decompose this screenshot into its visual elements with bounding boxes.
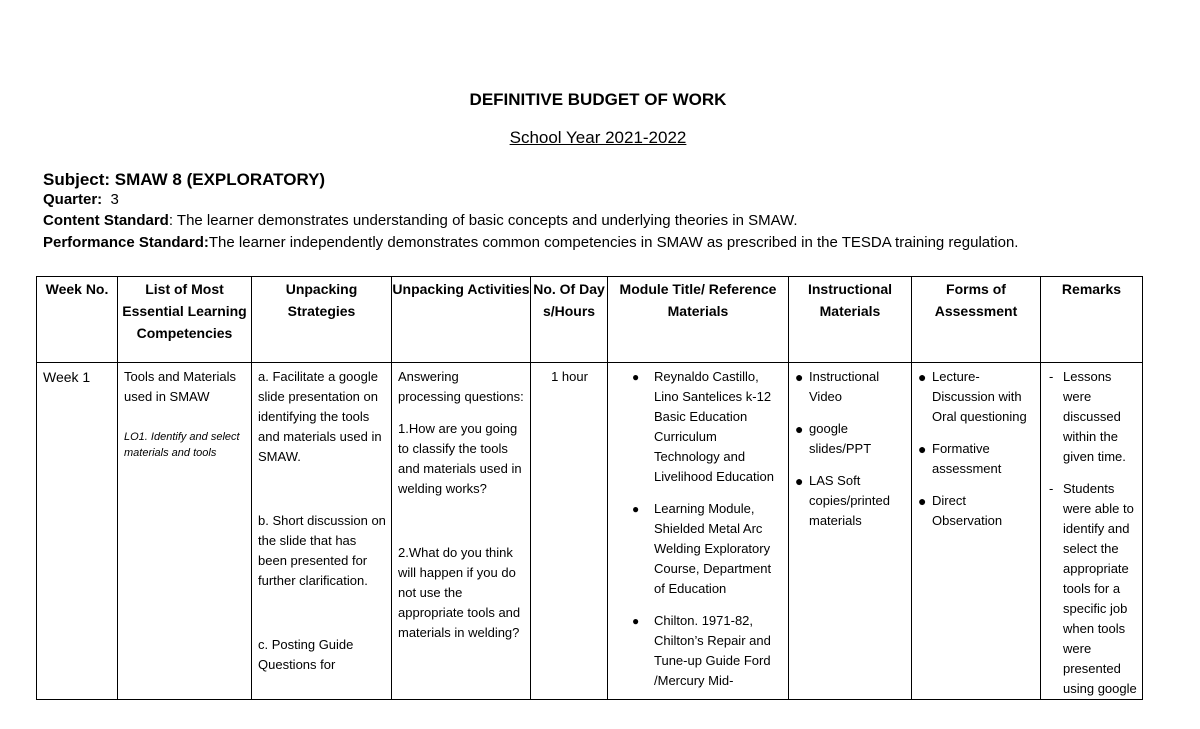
- modules-cell: [608, 363, 789, 700]
- strategy-b: b. Short discussion on the slide that has been presented for further clarification.: [258, 513, 386, 588]
- remark-item: [1047, 367, 1137, 467]
- quarter-line: [43, 191, 119, 208]
- bullet-icon: ●: [918, 369, 927, 385]
- assessment-text: Direct Observation: [932, 493, 1003, 528]
- bullet-icon: ●: [795, 421, 804, 437]
- quarter-value: 3: [110, 191, 119, 208]
- dash-icon: -: [1049, 481, 1054, 496]
- budget-of-work-table: [36, 276, 1143, 700]
- module-item: [614, 499, 783, 599]
- material-item: [795, 471, 906, 531]
- header-remarks: Remarks: [1041, 277, 1143, 363]
- header-materials: Instructional Materials: [789, 277, 912, 363]
- material-text: LAS Soft copies/printed materials: [809, 473, 890, 528]
- header-assessment: Forms of Assessment: [912, 277, 1041, 363]
- material-text: Instructional Video: [809, 369, 880, 404]
- week-cell: Week 1: [37, 363, 118, 700]
- header-week-no: Week No.: [37, 277, 118, 363]
- assessment-text: Formative assessment: [932, 441, 1002, 476]
- material-text: google slides/PPT: [809, 421, 872, 456]
- content-standard-label: Content Standard: [43, 212, 169, 229]
- bullet-icon: ●: [918, 441, 927, 457]
- remark-text: Students were able to identify and select the appropriate tools for a specific job when tools were presented using google: [1063, 481, 1137, 696]
- table-row: [37, 363, 1143, 700]
- content-standard-text: : The learner demonstrates understanding of basic concepts and underlying theories in SMAW.: [168, 212, 798, 229]
- materials-cell: [789, 363, 912, 700]
- header-modules: Module Title/ Reference Materials: [608, 277, 789, 363]
- bullet-icon: ●: [632, 502, 640, 516]
- remark-text: Lessons were discussed within the given time.: [1063, 369, 1126, 464]
- module-text: Learning Module, Shielded Metal Arc Welding Exploratory Course, Department of Education: [654, 501, 772, 596]
- module-item: [614, 367, 783, 487]
- dash-icon: -: [1049, 369, 1054, 384]
- performance-standard-text: The learner independently demonstrates common competencies in SMAW as prescribed in the TESDA training regulation.: [208, 234, 1019, 251]
- days-cell: 1 hour: [531, 363, 608, 700]
- material-item: [795, 367, 906, 407]
- bullet-icon: ●: [918, 493, 927, 509]
- header-days: No. Of Days/Hours: [531, 277, 608, 363]
- module-text: Chilton. 1971-82, Chilton’s Repair and Tune-up Guide Ford /Mercury Mid-: [654, 613, 771, 688]
- bullet-icon: ●: [795, 473, 804, 489]
- document-title: DEFINITIVE BUDGET OF WORK: [469, 90, 727, 109]
- activities-cell: [392, 363, 531, 700]
- activity-question-2: 2.What do you think will happen if you do not use the appropriate tools and materials in welding?: [398, 545, 521, 640]
- assessment-cell: [912, 363, 1041, 700]
- remarks-cell: [1041, 363, 1143, 700]
- module-item: [614, 611, 783, 691]
- material-item: [795, 419, 906, 459]
- strategy-c: c. Posting Guide Questions for: [258, 637, 354, 672]
- header-strategies: Unpacking Strategies: [252, 277, 392, 363]
- activities-intro: Answering processing questions:: [398, 369, 524, 404]
- performance-standard-line: [43, 234, 1018, 251]
- bullet-icon: ●: [795, 369, 804, 385]
- school-year: School Year 2021-2022: [509, 128, 687, 147]
- table-header-row: [37, 277, 1143, 363]
- content-standard-line: [43, 212, 798, 229]
- activity-question-1: 1.How are you going to classify the tools and materials used in welding works?: [398, 421, 522, 496]
- learning-outcome: LO1. Identify and select materials and tools: [124, 431, 240, 459]
- competency-cell: [118, 363, 252, 700]
- remark-item: [1047, 479, 1137, 699]
- assessment-item: [918, 491, 1035, 531]
- header-competencies: List of Most Essential Learning Competencies: [118, 277, 252, 363]
- module-text: Reynaldo Castillo, Lino Santelices k-12 Basic Education Curriculum Technology and Livelihood Education: [654, 369, 774, 484]
- competency-text: Tools and Materials used in SMAW: [124, 369, 236, 404]
- performance-standard-label: Performance Standard:: [43, 234, 209, 251]
- strategies-cell: [252, 363, 392, 700]
- bullet-icon: ●: [632, 614, 640, 628]
- quarter-label: Quarter:: [43, 191, 103, 208]
- assessment-item: [918, 367, 1035, 427]
- subject-line: Subject: SMAW 8 (EXPLORATORY): [43, 170, 326, 189]
- assessment-item: [918, 439, 1035, 479]
- assessment-text: Lecture-Discussion with Oral questioning: [932, 369, 1027, 424]
- bullet-icon: ●: [632, 370, 640, 384]
- strategy-a: a. Facilitate a google slide presentation on identifying the tools and materials used in SMAW.: [258, 369, 382, 464]
- header-activities: Unpacking Activities: [392, 277, 531, 363]
